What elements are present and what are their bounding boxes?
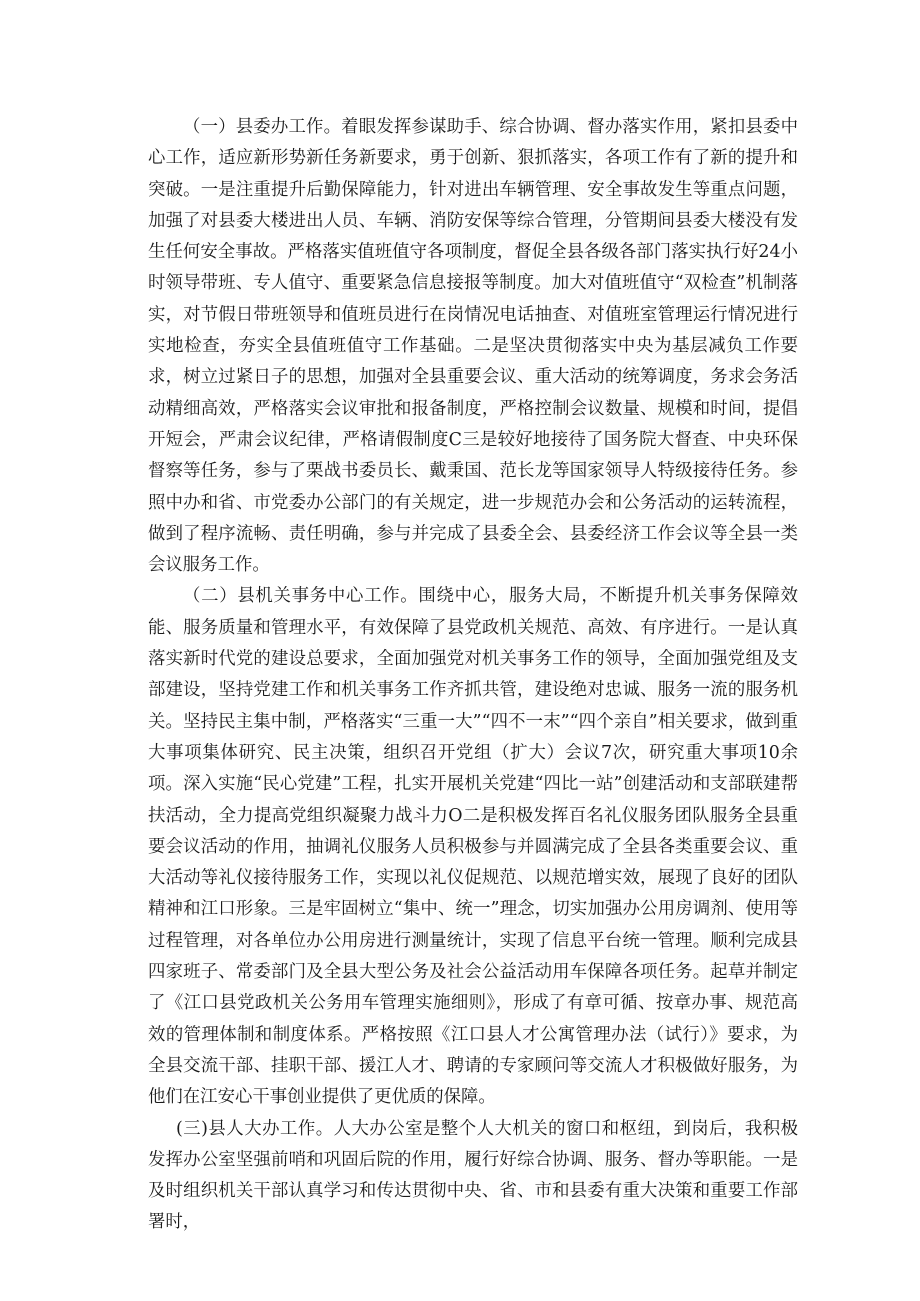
paragraph-county-party-office: （一）县委办工作。着眼发挥参谋助手、综合协调、督办落实作用，紧扣县委中心工作，适应新形势新任务新要求，勇于创新、狠抓落实，各项工作有了新的提升和突破。一是注重提升后勤保障能力，针对进出车辆管理、安全事故发生等重点问题，加强了对县委大楼进出人员、车辆、消防安保等综合管理，分管期间县委大楼没有发生任何安全事故。严格落实值班值守各项制度，督促全县各级各部门落实执行好24小时领导带班、专人值守、重要紧急信息接报等制度。加大对值班值守“双检查”机制落实，对节假日带班领导和值班员进行在岗情况电话抽查、对值班室管理运行情况进行实地检查，夯实全县值班值守工作基础。二是坚决贯彻落实中央为基层减负工作要求，树立过紧日子的思想，加强对全县重要会议、重大活动的统筹调度，务求会务活动精细高效，严格落实会议审批和报备制度，严格控制会议数量、规模和时间，提倡开短会，严肃会议纪律，严格请假制度C三是较好地接待了国务院大督查、中央环保督察等任务，参与了栗战书委员长、戴秉国、范长龙等国家领导人特级接待任务。参照中办和省、市党委办公部门的有关规定，进一步规范办会和公务活动的运转流程，做到了程序流畅、责任明确，参与并完成了县委全会、县委经济工作会议等全县一类会议服务工作。 <box>148 117 798 576</box>
paragraph-people-congress-office: (三)县人大办工作。人大办公室是整个人大机关的窗口和枢纽，到岗后，我积极发挥办公室坚强前哨和巩固后院的作用，履行好综合协调、服务、督办等职能。一是及时组织机关干部认真学习和传达贯彻中央、省、市和县委有重大决策和重要工作部署时， <box>148 1118 798 1233</box>
document-body <box>148 112 798 1239</box>
paragraph-affairs-center: （二）县机关事务中心工作。围绕中心，服务大局，不断提升机关事务保障效能、服务质量和管理水平，有效保障了县党政机关规范、高效、有序进行。一是认真落实新时代党的建设总要求，全面加强党对机关事务工作的领导，全面加强党组及支部建设，坚持党建工作和机关事务工作齐抓共管，建设绝对忠诚、服务一流的服务机关。坚持民主集中制，严格落实“三重一大”“四不一末”“四个亲自”相关要求，做到重大事项集体研究、民主决策，组织召开党组（扩大）会议7次，研究重大事项10余项。深入实施“民心党建”工程，扎实开展机关党建“四比一站”创建活动和支部联建帮扶活动，全力提高党组织凝聚力战斗力O二是积极发挥百名礼仪服务团队服务全县重要会议活动的作用，抽调礼仪服务人员积极参与并圆满完成了全县各类重要会议、重大活动等礼仪接待服务工作，实现以礼仪促规范、以规范增实效，展现了良好的团队精神和江口形象。三是牢固树立“集中、统一”理念，切实加强办公用房调剂、使用等过程管理，对各单位办公用房进行测量统计，实现了信息平台统一管理。顺利完成县四家班子、常委部门及全县大型公务及社会公益活动用车保障各项任务。起草并制定了《江口县党政机关公务用车管理实施细则》，形成了有章可循、按章办事、规范高效的管理体制和制度体系。严格按照《江口县人才公寓管理办法（试行）》要求，为全县交流干部、挂职干部、援江人才、聘请的专家顾问等交流人才积极做好服务，为他们在江安心干事创业提供了更优质的保障。 <box>148 586 798 1108</box>
